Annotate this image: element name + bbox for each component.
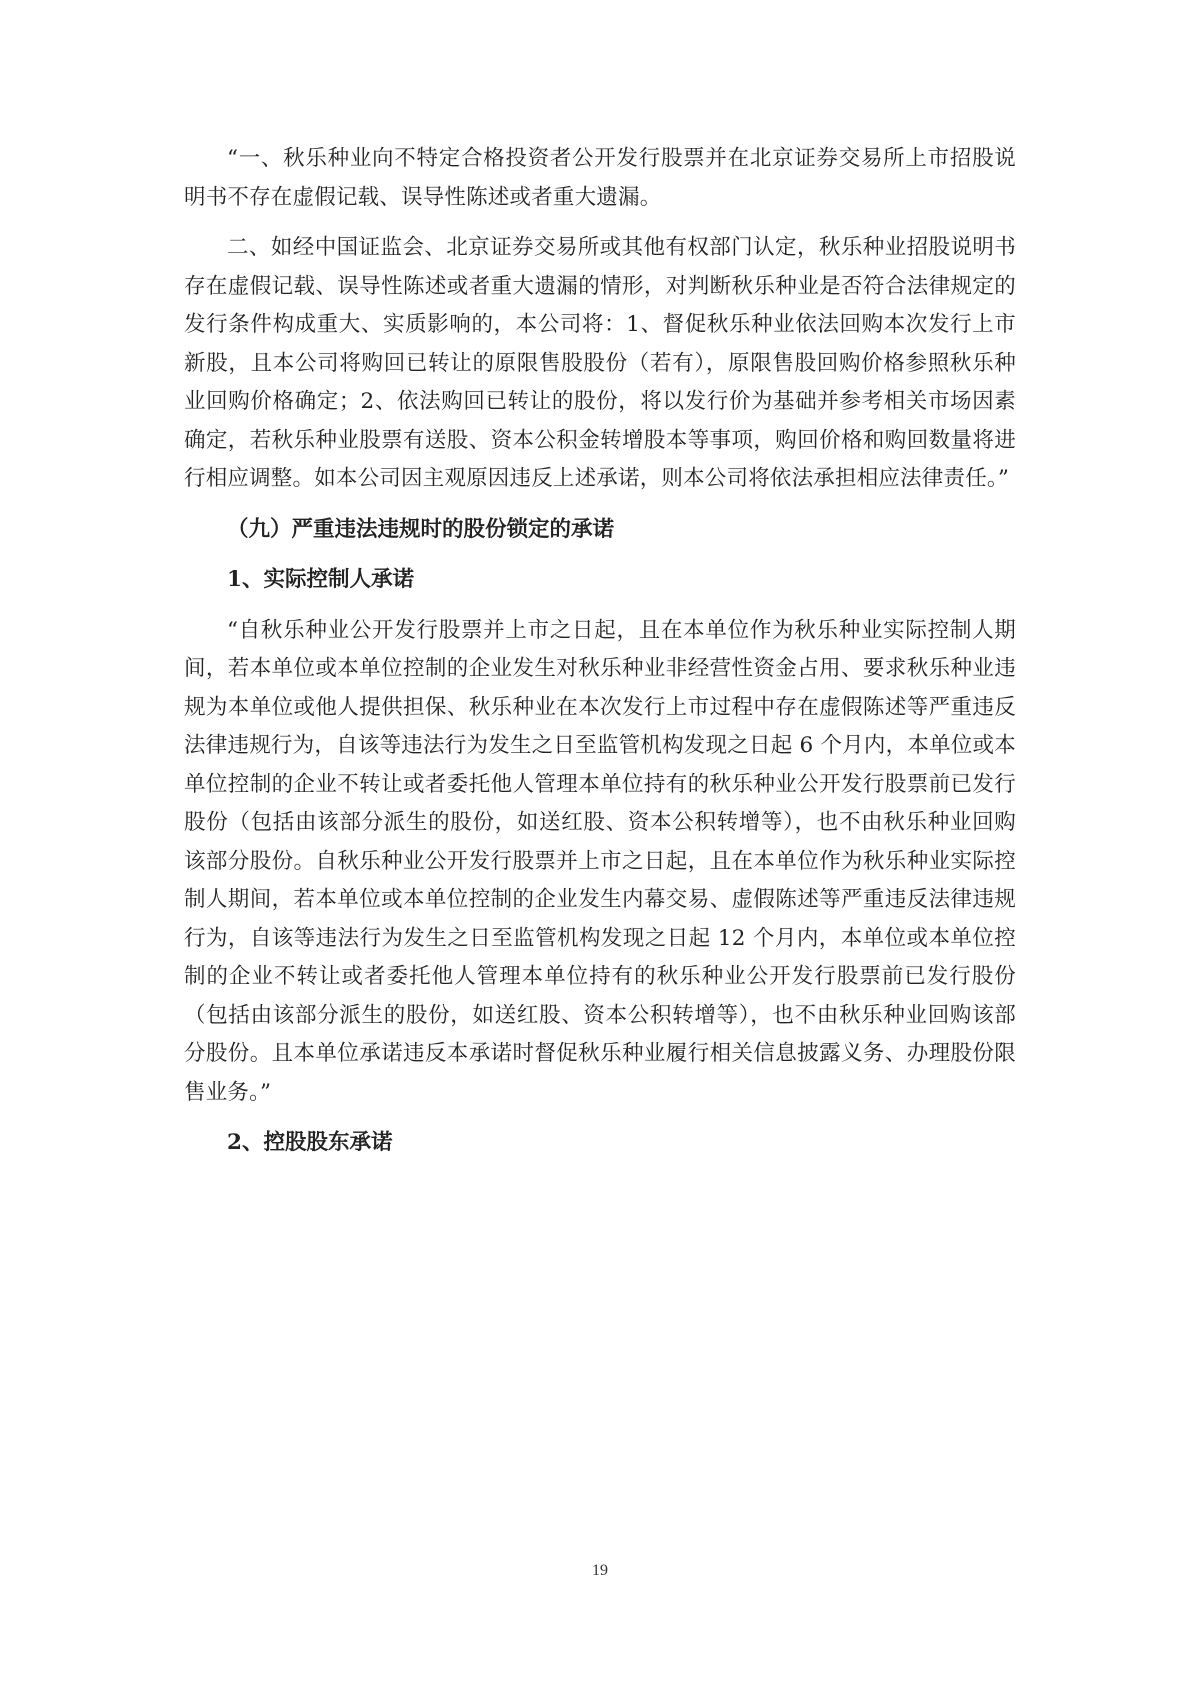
document-body [184,140,1016,1175]
subheading-controlling-shareholder: 2、控股股东承诺 [227,1130,393,1155]
commitment-paragraph-2: 二、如经中国证监会、北京证券交易所或其他有权部门认定，秋乐种业招股说明书存在虚假记载、误导性陈述或者重大遗漏的情形，对判断秋乐种业是否符合法律规定的发行条件构成重大、实质影响的，本公司将：1、督促秋乐种业依法回购本次发行上市新股，且本公司将购回已转让的原限售股股份（若有），原限售股回购价格参照秋乐种业回购价格确定；2、依法购回已转让的股份，将以发行价为基础并参考相关市场因素确定，若秋乐种业股票有送股、资本公积金转增股本等事项，购回价格和购回数量将进行相应调整。如本公司因主观原因违反上述承诺，则本公司将依法承担相应法律责任。” [184,235,1016,491]
subheading-actual-controller: 1、实际控制人承诺 [227,567,414,592]
section-heading-9: （九）严重违法违规时的股份锁定的承诺 [227,516,615,542]
actual-controller-commitment: “自秋乐种业公开发行股票并上市之日起，且在本单位作为秋乐种业实际控制人期间，若本单位或本单位控制的企业发生对秋乐种业非经营性资金占用、要求秋乐种业违规为本单位或他人提供担保、秋乐种业在本次发行上市过程中存在虚假陈述等严重违反法律违规行为，自该等违法行为发生之日至监管机构发现之日起 6 个月内，本单位或本单位控制的企业不转让或者委托他人管理本单位持有的秋乐种业公开发行股票前已发行股份（包括由该部分派生的股份，如送红股、资本公积转增等），也不由秋乐种业回购该部分股份。自秋乐种业公开发行股票并上市之日起，且在本单位作为秋乐种业实际控制人期间，若本单位或本单位控制的企业发生内幕交易、虚假陈述等严重违反法律违规行为，自该等违法行为发生之日至监管机构发现之日起 12 个月内，本单位或本单位控制的企业不转让或者委托他人管理本单位持有的秋乐种业公开发行股票前已发行股份（包括由该部分派生的股份，如送红股、资本公积转增等），也不由秋乐种业回购该部分股份。且本单位承诺违反本承诺时督促秋乐种业履行相关信息披露义务、办理股份限售业务。” [184,617,1016,1105]
commitment-paragraph-1: “一、秋乐种业向不特定合格投资者公开发行股票并在北京证券交易所上市招股说明书不存在虚假记载、误导性陈述或者重大遗漏。 [184,146,1016,210]
page-number: 19 [592,1562,608,1579]
